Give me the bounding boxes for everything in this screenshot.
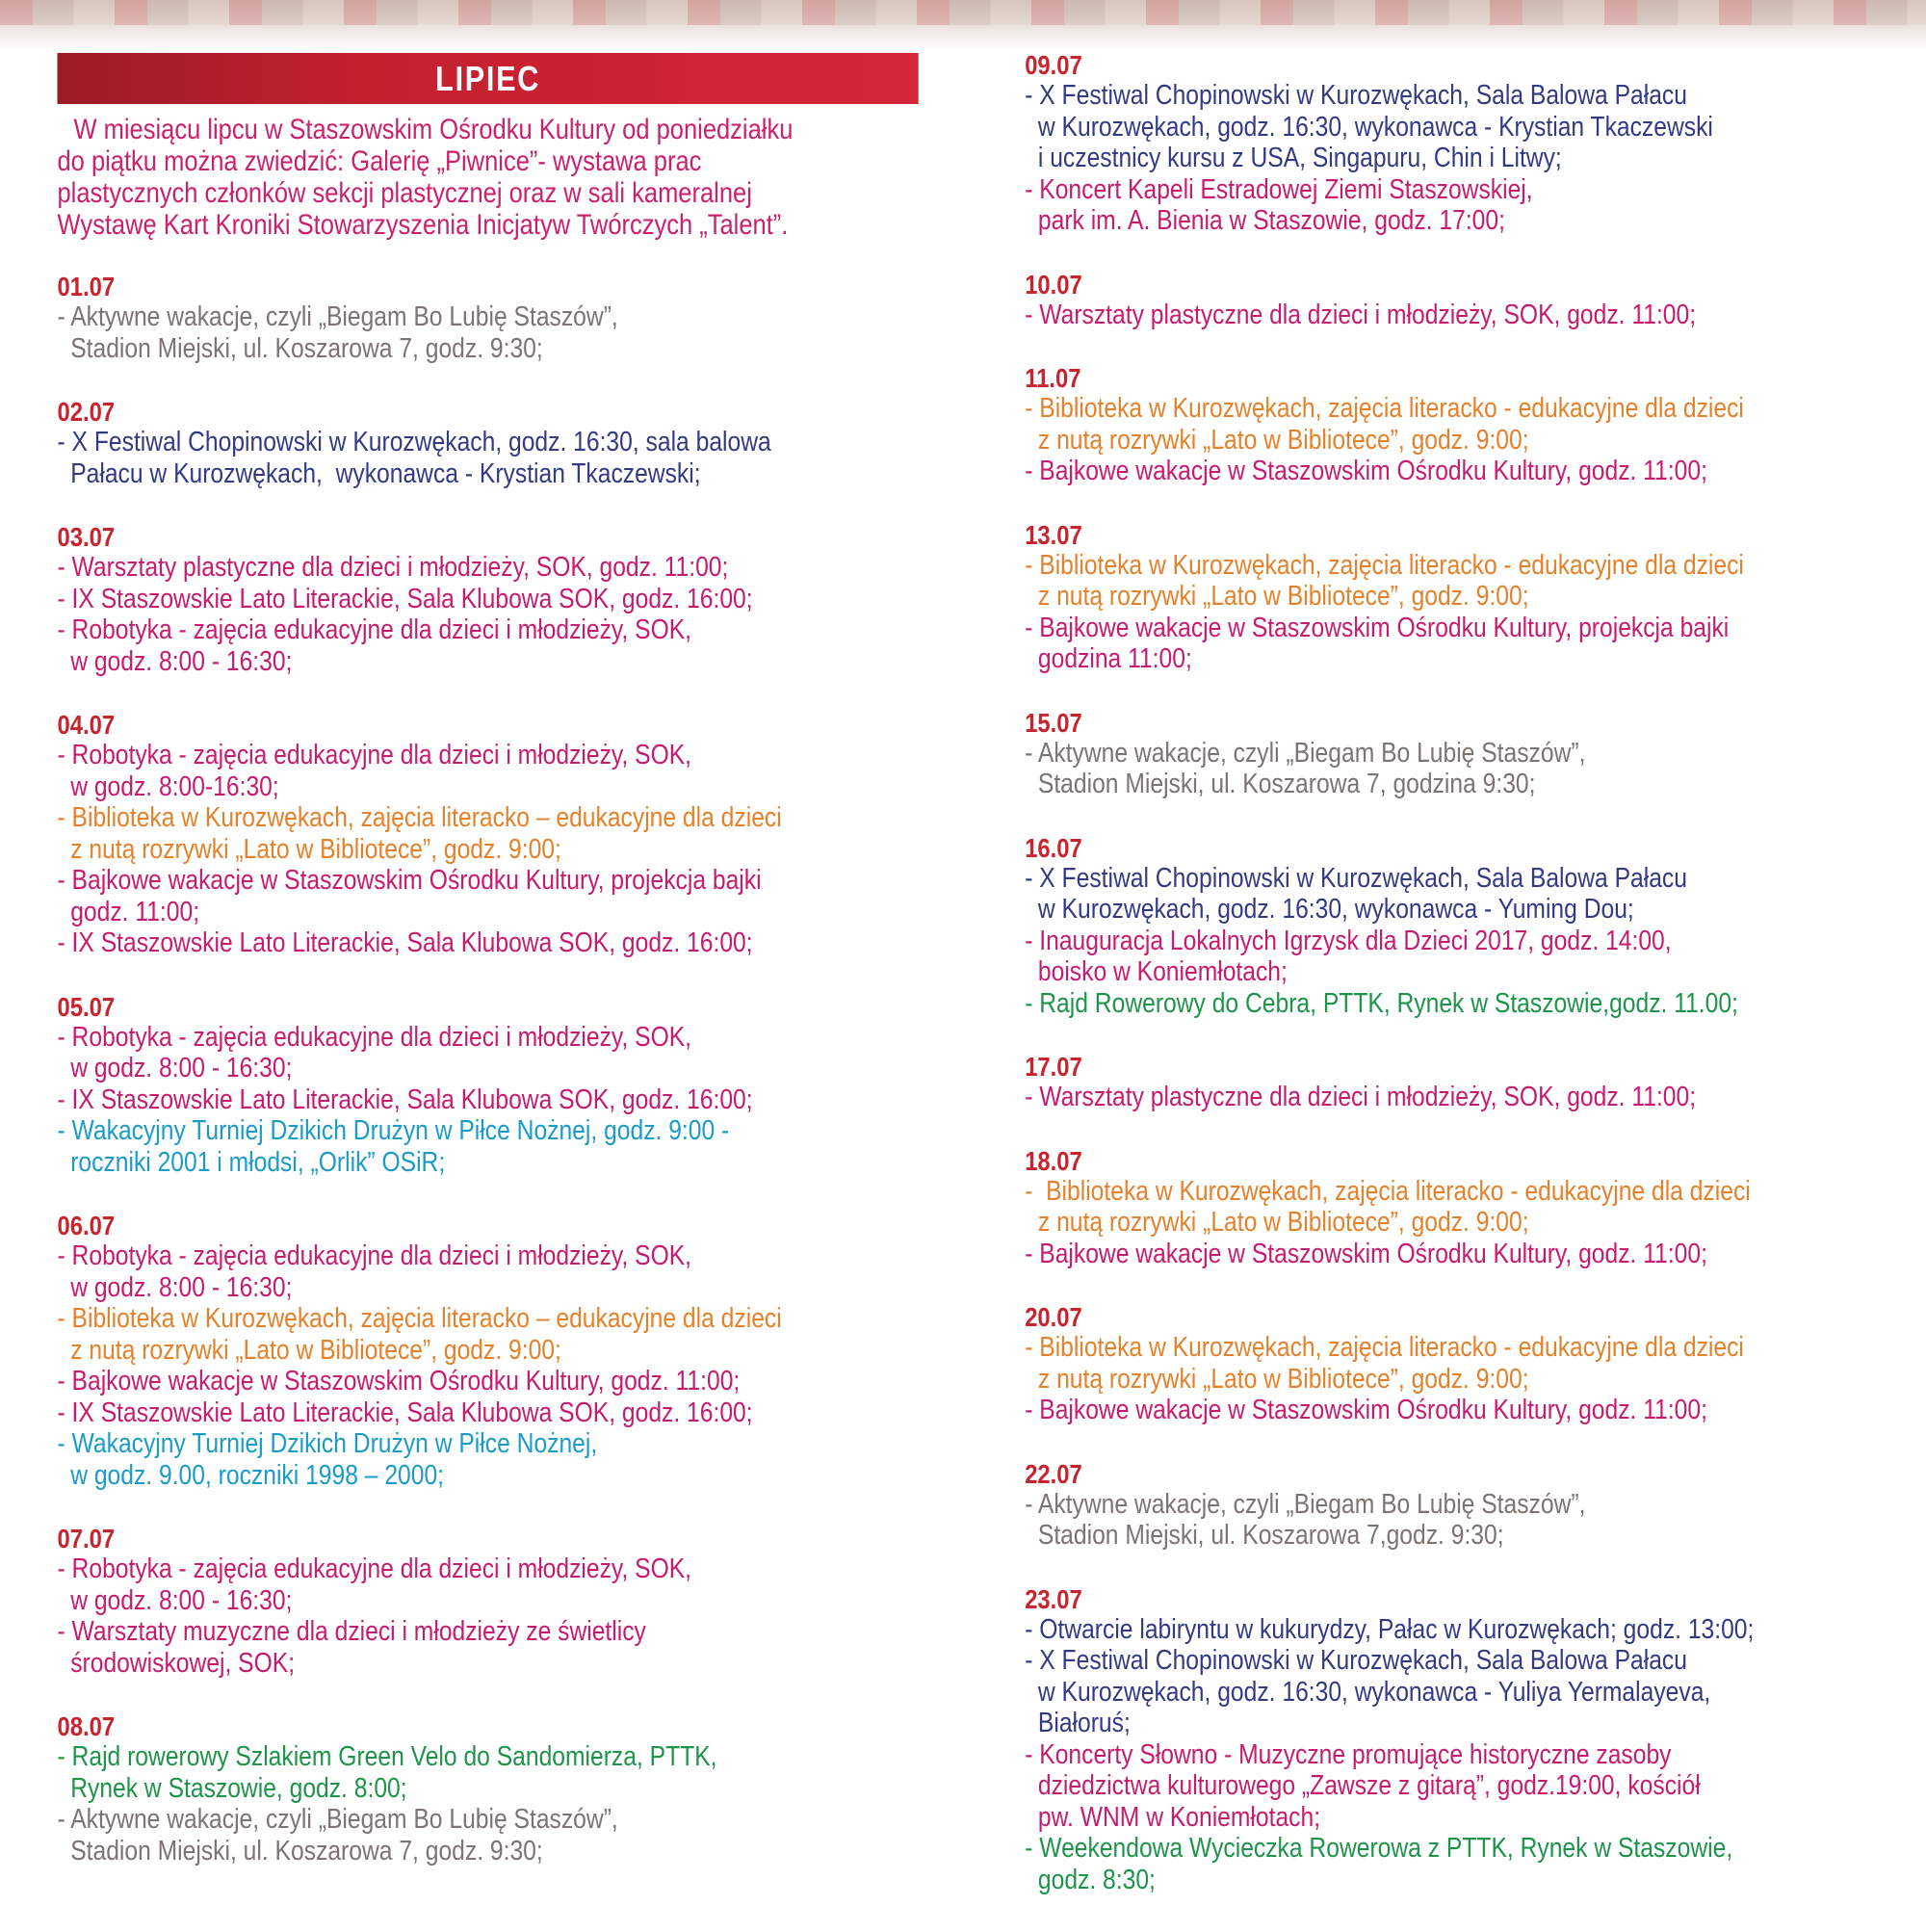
event-line: Stadion Miejski, ul. Koszarowa 7, godz. 9:30; [57, 1835, 543, 1867]
intro-line: Wystawę Kart Kroniki Stowarzyszenia Inicjatyw Twórczych „Talent”. [57, 209, 789, 241]
event-line: - Rajd Rowerowy do Cebra, PTTK, Rynek w Staszowie,godz. 11.00; [1025, 987, 1738, 1019]
event-line: Stadion Miejski, ul. Koszarowa 7, godzina 9:30; [1025, 769, 1536, 799]
schedule-day [1025, 270, 1754, 331]
schedule-day [58, 272, 782, 364]
event-line: - IX Staszowskie Lato Literackie, Sala Klubowa SOK, godz. 16:00; [57, 1397, 753, 1428]
day-date: 16.07 [1025, 832, 1082, 863]
schedule-day [58, 1211, 782, 1491]
day-date: 01.07 [57, 272, 116, 301]
event-line: - IX Staszowskie Lato Literackie, Sala Klubowa SOK, godz. 16:00; [57, 1083, 753, 1115]
event-line: z nutą rozrywki „Lato w Bibliotece”, godz. 9:00; [1025, 1363, 1529, 1395]
event-line: - Robotyka - zajęcia edukacyjne dla dzieci i młodzieży, SOK, [57, 1553, 692, 1584]
event-line: - Aktywne wakacje, czyli „Biegam Bo Lubię Staszów”, [57, 1804, 618, 1835]
event-line: z nutą rozrywki „Lato w Bibliotece”, godz. 9:00; [57, 1334, 561, 1366]
day-date: 23.07 [1025, 1583, 1082, 1614]
event-line: z nutą rozrywki „Lato w Bibliotece”, godz. 9:00; [57, 833, 561, 865]
event-line: Rynek w Staszowie, godz. 8:00; [57, 1772, 407, 1804]
event-line: i uczestnicy kursu z USA, Singapuru, Chin i Litwy; [1025, 143, 1562, 173]
event-line: w Kurozwękach, godz. 16:30, wykonawca - Krystian Tkaczewski [1025, 111, 1713, 143]
right-schedule-column [1025, 50, 1754, 1928]
event-line: - Aktywne wakacje, czyli „Biegam Bo Lubię Staszów”, [1025, 737, 1586, 769]
schedule-day [58, 522, 782, 677]
schedule-day [1025, 1584, 1754, 1896]
event-line: w godz. 8:00 - 16:30; [57, 645, 293, 677]
day-date: 04.07 [57, 710, 116, 740]
event-line: z nutą rozrywki „Lato w Bibliotece”, godz. 9:00; [1025, 581, 1529, 612]
event-line: boisko w Koniemłotach; [1025, 956, 1288, 987]
event-line: - IX Staszowskie Lato Literackie, Sala Klubowa SOK, godz. 16:00; [57, 583, 753, 614]
day-date: 03.07 [57, 522, 116, 552]
day-date: 10.07 [1025, 269, 1082, 300]
event-line: - Bajkowe wakacje w Staszowskim Ośrodku Kultury, projekcja bajki [1025, 612, 1730, 643]
event-line: w Kurozwękach, godz. 16:30, wykonawca - Yuliya Yermalayeva, [1025, 1676, 1711, 1708]
event-line: w godz. 9.00, roczniki 1998 – 2000; [57, 1459, 445, 1491]
schedule-day [1025, 1146, 1754, 1270]
event-line: w Kurozwękach, godz. 16:30, wykonawca - Yuming Dou; [1025, 894, 1634, 925]
event-line: - Bajkowe wakacje w Staszowskim Ośrodku Kultury, godz. 11:00; [1025, 456, 1707, 486]
schedule-day [58, 1711, 782, 1867]
event-line: - Biblioteka w Kurozwękach, zajęcia literacko – edukacyjne dla dzieci [57, 1303, 782, 1334]
event-line: - IX Staszowskie Lato Literackie, Sala Klubowa SOK, godz. 16:00; [57, 927, 753, 958]
event-line: - Aktywne wakacje, czyli „Biegam Bo Lubię Staszów”, [57, 301, 618, 332]
event-line: - Biblioteka w Kurozwękach, zajęcia literacko - edukacyjne dla dzieci [1025, 1332, 1744, 1363]
event-line: w godz. 8:00 - 16:30; [57, 1584, 293, 1616]
event-line: - Weekendowa Wycieczka Rowerowa z PTTK, Rynek w Staszowie, [1025, 1833, 1733, 1864]
intro-paragraph [58, 114, 934, 241]
schedule-day [1025, 1052, 1754, 1113]
left-schedule-column [58, 272, 782, 1899]
event-line: - Biblioteka w Kurozwękach, zajęcia literacko - edukacyjne dla dzieci [1025, 549, 1744, 581]
day-date: 15.07 [1025, 707, 1082, 738]
schedule-day [1025, 1459, 1754, 1552]
event-line: w godz. 8:00 - 16:30; [57, 1053, 293, 1083]
event-line: - Aktywne wakacje, czyli „Biegam Bo Lubię Staszów”, [1025, 1488, 1586, 1520]
day-date: 09.07 [1025, 50, 1082, 80]
day-date: 11.07 [1025, 363, 1081, 393]
event-line: park im. A. Bienia w Staszowie, godz. 17:00; [1025, 205, 1505, 236]
event-line: godz. 11:00; [57, 896, 200, 927]
day-date: 13.07 [1025, 519, 1082, 550]
event-line: - Warsztaty plastyczne dla dzieci i młodzieży, SOK, godz. 11:00; [1025, 299, 1697, 330]
event-line: - Bajkowe wakacje w Staszowskim Ośrodku Kultury, godz. 11:00; [1025, 1238, 1707, 1269]
event-line: Białoruś; [1025, 1708, 1131, 1738]
event-line: godzina 11:00; [1025, 643, 1192, 674]
month-header [58, 53, 919, 104]
schedule-day [1025, 520, 1754, 675]
event-line: - Bajkowe wakacje w Staszowskim Ośrodku Kultury, godz. 11:00; [57, 1366, 741, 1397]
event-line: - Wakacyjny Turniej Dzikich Drużyn w Piłce Nożnej, godz. 9:00 - [57, 1115, 730, 1146]
event-line: - Warsztaty plastyczne dla dzieci i młodzieży, SOK, godz. 11:00; [1025, 1082, 1697, 1112]
event-line: - Robotyka - zajęcia edukacyjne dla dzieci i młodzieży, SOK, [57, 1240, 692, 1271]
event-line: - Otwarcie labiryntu w kukurydzy, Pałac w Kurozwękach; godz. 13:00; [1025, 1613, 1755, 1645]
event-line: z nutą rozrywki „Lato w Bibliotece”, godz. 9:00; [1025, 424, 1529, 456]
event-line: - Robotyka - zajęcia edukacyjne dla dzieci i młodzieży, SOK, [57, 740, 692, 770]
event-line: roczniki 2001 i młodsi, „Orlik” OSiR; [57, 1146, 446, 1178]
intro-line: W miesiącu lipcu w Staszowskim Ośrodku Kultury od poniedziałku [73, 114, 794, 145]
event-line: w godz. 8:00 - 16:30; [57, 1271, 293, 1303]
event-line: - Robotyka - zajęcia edukacyjne dla dzieci i młodzieży, SOK, [57, 614, 692, 645]
event-line: - Robotyka - zajęcia edukacyjne dla dzieci i młodzieży, SOK, [57, 1021, 692, 1053]
day-date: 07.07 [57, 1524, 116, 1553]
event-line: Stadion Miejski, ul. Koszarowa 7,godz. 9:30; [1025, 1520, 1504, 1551]
day-date: 18.07 [1025, 1145, 1082, 1176]
event-line: pw. WNM w Koniemłotach; [1025, 1801, 1321, 1833]
event-line: - X Festiwal Chopinowski w Kurozwękach, godz. 16:30, sala balowa [57, 427, 771, 457]
day-date: 08.07 [57, 1711, 116, 1741]
event-line: - Koncerty Słowno - Muzyczne promujące historyczne zasoby [1025, 1738, 1672, 1770]
event-line: Stadion Miejski, ul. Koszarowa 7, godz. 9:30; [57, 332, 543, 364]
day-date: 06.07 [57, 1211, 116, 1240]
event-line: z nutą rozrywki „Lato w Bibliotece”, godz. 9:00; [1025, 1207, 1529, 1238]
event-line: w godz. 8:00-16:30; [57, 770, 279, 802]
schedule-day [1025, 833, 1754, 1020]
event-line: Pałacu w Kurozwękach, wykonawca - Krystian Tkaczewski; [57, 457, 701, 489]
month-title: LIPIEC [435, 59, 540, 98]
event-line: - Biblioteka w Kurozwękach, zajęcia literacko - edukacyjne dla dzieci [1025, 393, 1744, 424]
event-line: - Koncert Kapeli Estradowej Ziemi Staszowskiej, [1025, 173, 1533, 205]
event-line: - X Festiwal Chopinowski w Kurozwękach, Sala Balowa Pałacu [1025, 1645, 1687, 1676]
day-date: 17.07 [1025, 1052, 1082, 1082]
event-line: - Inauguracja Lokalnych Igrzysk dla Dzieci 2017, godz. 14:00, [1025, 925, 1672, 956]
top-photo-strip [0, 0, 1926, 50]
intro-line: plastycznych członków sekcji plastycznej oraz w sali kameralnej [57, 177, 752, 209]
event-line: - Rajd rowerowy Szlakiem Green Velo do Sandomierza, PTTK, [57, 1741, 717, 1772]
schedule-day [1025, 50, 1754, 237]
schedule-day [58, 710, 782, 959]
event-line: - X Festiwal Chopinowski w Kurozwękach, Sala Balowa Pałacu [1025, 862, 1687, 894]
day-date: 02.07 [57, 397, 116, 427]
event-line: - Biblioteka w Kurozwękach, zajęcia literacko - edukacyjne dla dzieci [1025, 1175, 1751, 1207]
event-line: - Warsztaty muzyczne dla dzieci i młodzieży ze świetlicy [57, 1616, 646, 1647]
event-line: - Warsztaty plastyczne dla dzieci i młodzieży, SOK, godz. 11:00; [57, 552, 729, 583]
event-line: - X Festiwal Chopinowski w Kurozwękach, Sala Balowa Pałacu [1025, 80, 1687, 111]
event-line: - Wakacyjny Turniej Dzikich Drużyn w Piłce Nożnej, [57, 1428, 598, 1459]
day-date: 22.07 [1025, 1458, 1082, 1489]
event-line: - Biblioteka w Kurozwękach, zajęcia literacko – edukacyjne dla dzieci [57, 802, 782, 833]
day-date: 05.07 [57, 991, 116, 1022]
schedule-day [1025, 708, 1754, 800]
day-date: 20.07 [1025, 1302, 1082, 1332]
schedule-day [58, 992, 782, 1179]
intro-line: do piątku można zwiedzić: Galerię „Piwnice”- wystawa prac [57, 145, 702, 177]
schedule-day [58, 397, 782, 489]
schedule-day [1025, 1302, 1754, 1426]
event-line: godz. 8:30; [1025, 1864, 1156, 1895]
event-line: - Bajkowe wakacje w Staszowskim Ośrodku Kultury, godz. 11:00; [1025, 1395, 1707, 1425]
event-line: - Bajkowe wakacje w Staszowskim Ośrodku Kultury, projekcja bajki [57, 865, 762, 896]
schedule-day [58, 1524, 782, 1679]
event-line: środowiskowej, SOK; [57, 1647, 296, 1679]
schedule-day [1025, 363, 1754, 487]
event-line: dziedzictwa kulturowego „Zawsze z gitarą”, godz.19:00, kościół [1025, 1770, 1701, 1801]
